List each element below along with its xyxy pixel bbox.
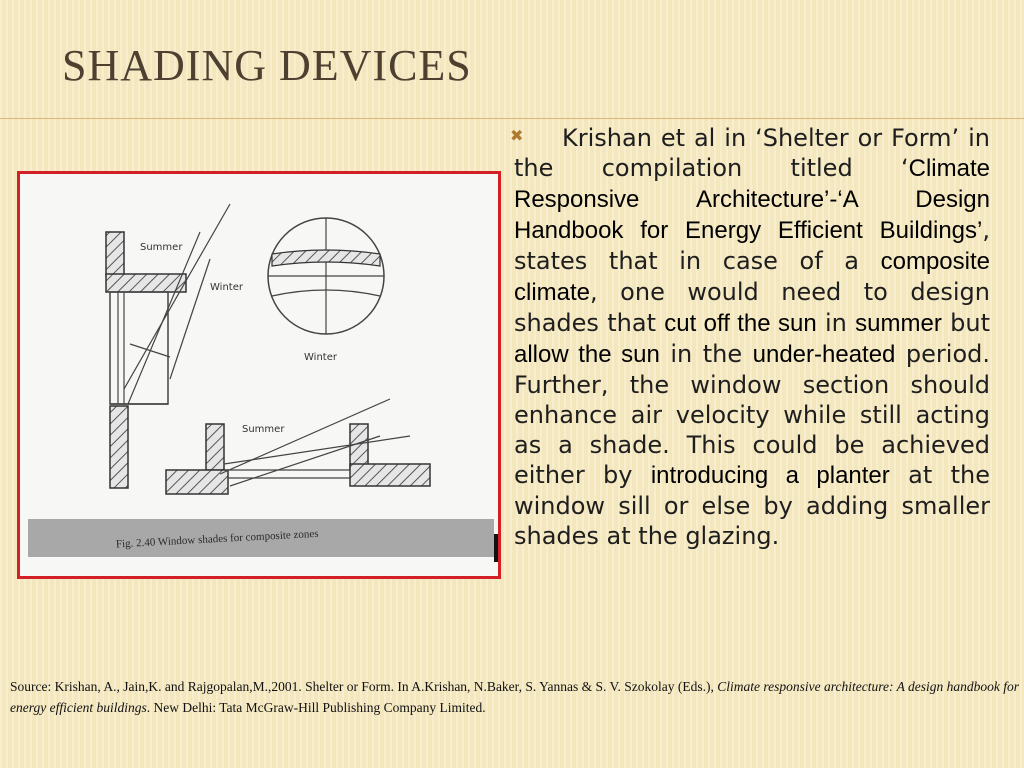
lower-wall [110, 406, 128, 488]
body-highlight: composite climate [514, 248, 990, 306]
body-text-segment: , states that in case of a [514, 216, 990, 275]
label-winter-circle: Winter [304, 352, 337, 363]
citation-main: Source: Krishan, A., Jain,K. and Rajgopalan,M.,2001. Shelter or Form. In A.Krishan, N.Baker, S. Yannas & S. V. Szokolay (Eds.), [10, 679, 718, 694]
figure-caption: Fig. 2.40 Window shades for composite zones [115, 527, 319, 551]
body-highlight: cut off the sun [664, 310, 817, 337]
upper-wall [106, 232, 124, 276]
sill-right [350, 464, 430, 486]
citation-publisher: . New Delhi: Tata McGraw-Hill Publishing Company Limited. [146, 700, 486, 715]
body-text-segment: Krishan et al in ‘Shelter or Form’ in the compilation titled ‘ [514, 124, 990, 182]
sill-wall-right [350, 424, 368, 470]
body-content [514, 124, 990, 550]
body-text-segment: in the [659, 340, 753, 368]
body-paragraph [514, 123, 990, 551]
label-summer-bottom: Summer [242, 424, 285, 435]
body-highlight: introducing a planter [650, 462, 890, 489]
label-winter-top: Winter [210, 282, 243, 293]
body-highlight: allow the sun [514, 341, 660, 368]
body-text-segment: in [816, 309, 856, 337]
sill-wall-left [206, 424, 224, 470]
upper-overhang [106, 274, 186, 292]
body-text-segment: , one would need to design shades that [514, 278, 990, 337]
citation-book-title: Climate responsive architecture: A design handbook for energy efficient buildings [10, 679, 1019, 715]
body-text-segment: but [941, 309, 991, 337]
sill-left [166, 470, 228, 494]
title-divider [0, 118, 1024, 119]
shading-diagram [20, 174, 498, 576]
source-citation [10, 676, 1020, 718]
body-highlight: under-heated [752, 341, 896, 368]
slide-title: SHADING DEVICES [62, 41, 472, 90]
body-text-segment: period. Further, the window section should enhance air velocity while still acting as a shade. This could be achieved either by [514, 340, 990, 489]
body-highlight: summer [855, 310, 942, 337]
label-summer-top: Summer [140, 242, 183, 253]
figure-frame [17, 171, 501, 579]
x-mark-icon: ✖ [510, 126, 524, 145]
body-text-segment: at the window sill or else by adding smaller shades at the glazing. [514, 461, 990, 550]
body-highlight: Climate Responsive Architecture’-‘A Design Handbook for Energy Efficient Buildings’ [514, 155, 990, 244]
